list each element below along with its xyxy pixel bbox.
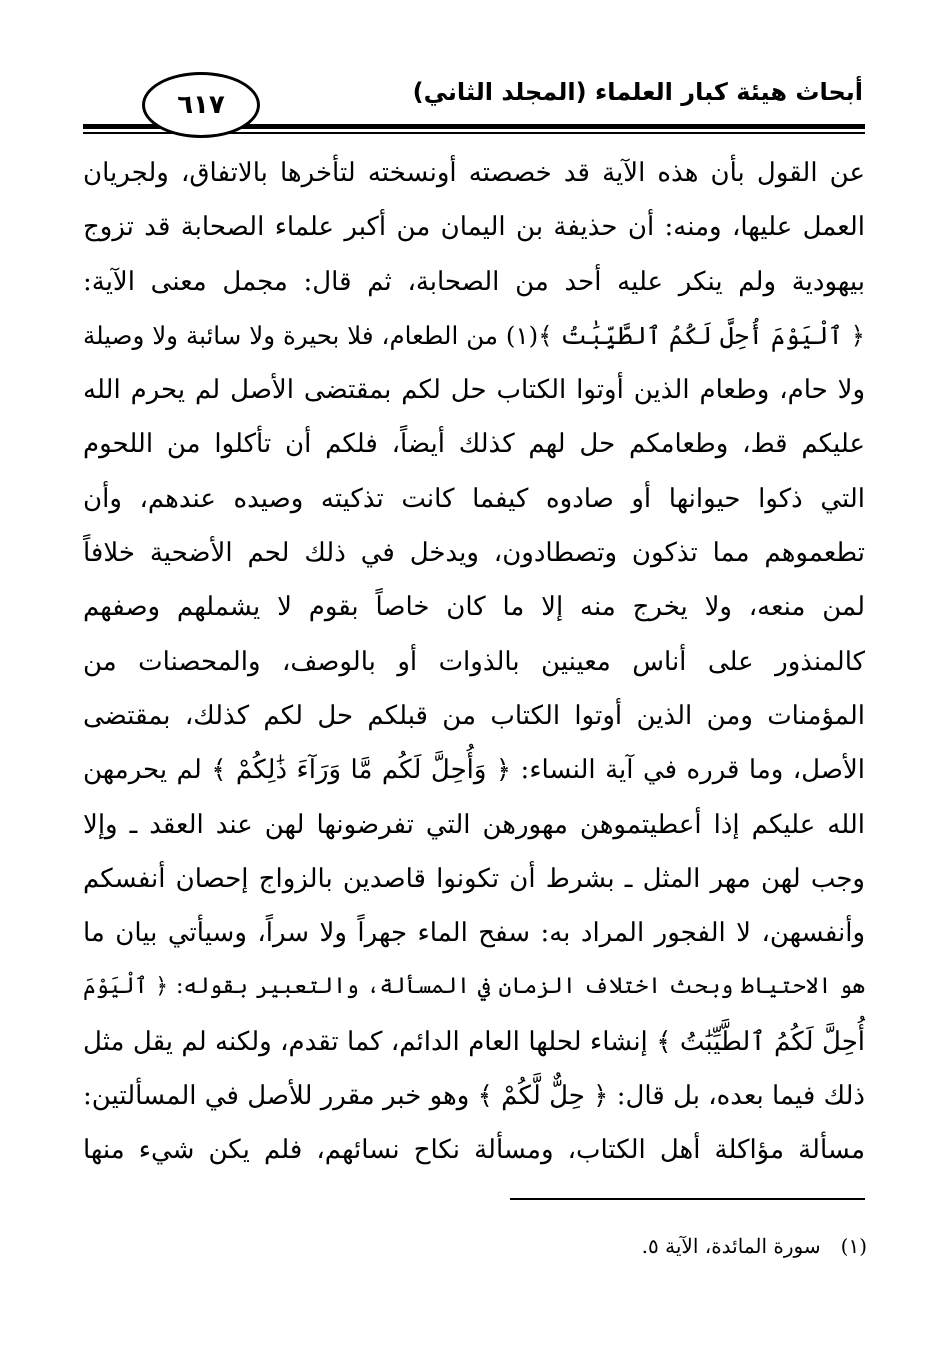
text-line: أُحِلَّ لَكُمُ ٱلطَّيِّبَٰتُ ﴾ إنشاء لحلها العام الدائم، كما تقدم، ولكنه لم يقل مثل <box>83 1026 865 1057</box>
footnote-text: سورة المائدة، الآية ٥. <box>641 1234 821 1258</box>
text-line: ذلك فيما بعده، بل قال: ﴿ حِلٌّ لَّكُمْ ﴾ وهو خبر مقرر للأصل في المسألتين: <box>83 1081 865 1112</box>
text-line: بيهودية ولم ينكر عليه أحد من الصحابة، ثم قال: مجمل معنى الآية: <box>83 266 865 297</box>
text-line: العمل عليها، ومنه: أن حذيفة بن اليمان من أكبر علماء الصحابة قد تزوج <box>83 212 865 243</box>
text-line: التي ذكوا حيوانها أو صادوه كيفما كانت تذكيته وصيده عندهم، وأن <box>83 483 865 514</box>
page-number-oval <box>142 72 260 138</box>
text-line: المؤمنات ومن الذين أوتوا الكتاب من قبلكم حل لكم كذلك، بمقتضى <box>83 700 865 731</box>
text-line: عليكم قط، وطعامكم حل لهم كذلك أيضاً، فلكم أن تأكلوا من اللحوم <box>83 429 865 460</box>
text-line: الله عليكم إذا أعطيتموهن مهورهن التي تفرضونها لهن عند العقد ـ وإلا <box>83 809 865 840</box>
page-number: ٦١٧ <box>177 90 225 120</box>
text-line: هو الاحتياط وبحث اختلاف الزمان في المسألة، والتعبير بقوله: ﴿ ٱلْيَوْمَ <box>83 974 865 1000</box>
text-line: تطعموهم مما تذكون وتصطادون، ويدخل في ذلك لحم الأضحية خلافاً <box>83 538 865 569</box>
text-line: ﴿ ٱلْيَوْمَ أُحِلَّ لَكُمُ ٱلطَّيِّبَٰتُ ﴾(١) من الطعام، فلا بحيرة ولا سائبة ولا وصيلة <box>83 320 865 350</box>
footnote-separator <box>510 1198 865 1200</box>
text-line: كالمنذور على أناس معينين بالذوات أو بالوصف، والمحصنات من <box>83 646 865 677</box>
footnote <box>642 1234 867 1258</box>
footnote-number: (١) <box>840 1234 867 1258</box>
body-text <box>83 146 865 1178</box>
text-line: عن القول بأن هذه الآية قد خصصته أونسخته لتأخرها بالاتفاق، ولجريان <box>83 158 865 188</box>
text-line: وأنفسهن، لا الفجور المراد به: سفح الماء جهراً ولا سراً، وسيأتي بيان ما <box>83 918 865 949</box>
text-line: الأصل، وما قرره في آية النساء: ﴿ وَأُحِلَّ لَكُم مَّا وَرَآءَ ذَٰلِكُمْ ﴾ لم يحرمهن <box>83 755 865 786</box>
text-line: وجب لهن مهر المثل ـ بشرط أن تكونوا قاصدين بالزواج إحصان أنفسكم <box>83 863 865 894</box>
running-header-title: أبحاث هيئة كبار العلماء (المجلد الثاني) <box>412 78 863 106</box>
text-line: ولا حام، وطعام الذين أوتوا الكتاب حل لكم بمقتضى الأصل لم يحرم الله <box>83 375 865 406</box>
text-line: لمن منعه، ولا يخرج منه إلا ما كان خاصاً بقوم لا يشملهم وصفهم <box>83 592 865 623</box>
text-line: مسألة مؤاكلة أهل الكتاب، ومسألة نكاح نسائهم، فلم يكن شيء منها <box>83 1135 865 1166</box>
